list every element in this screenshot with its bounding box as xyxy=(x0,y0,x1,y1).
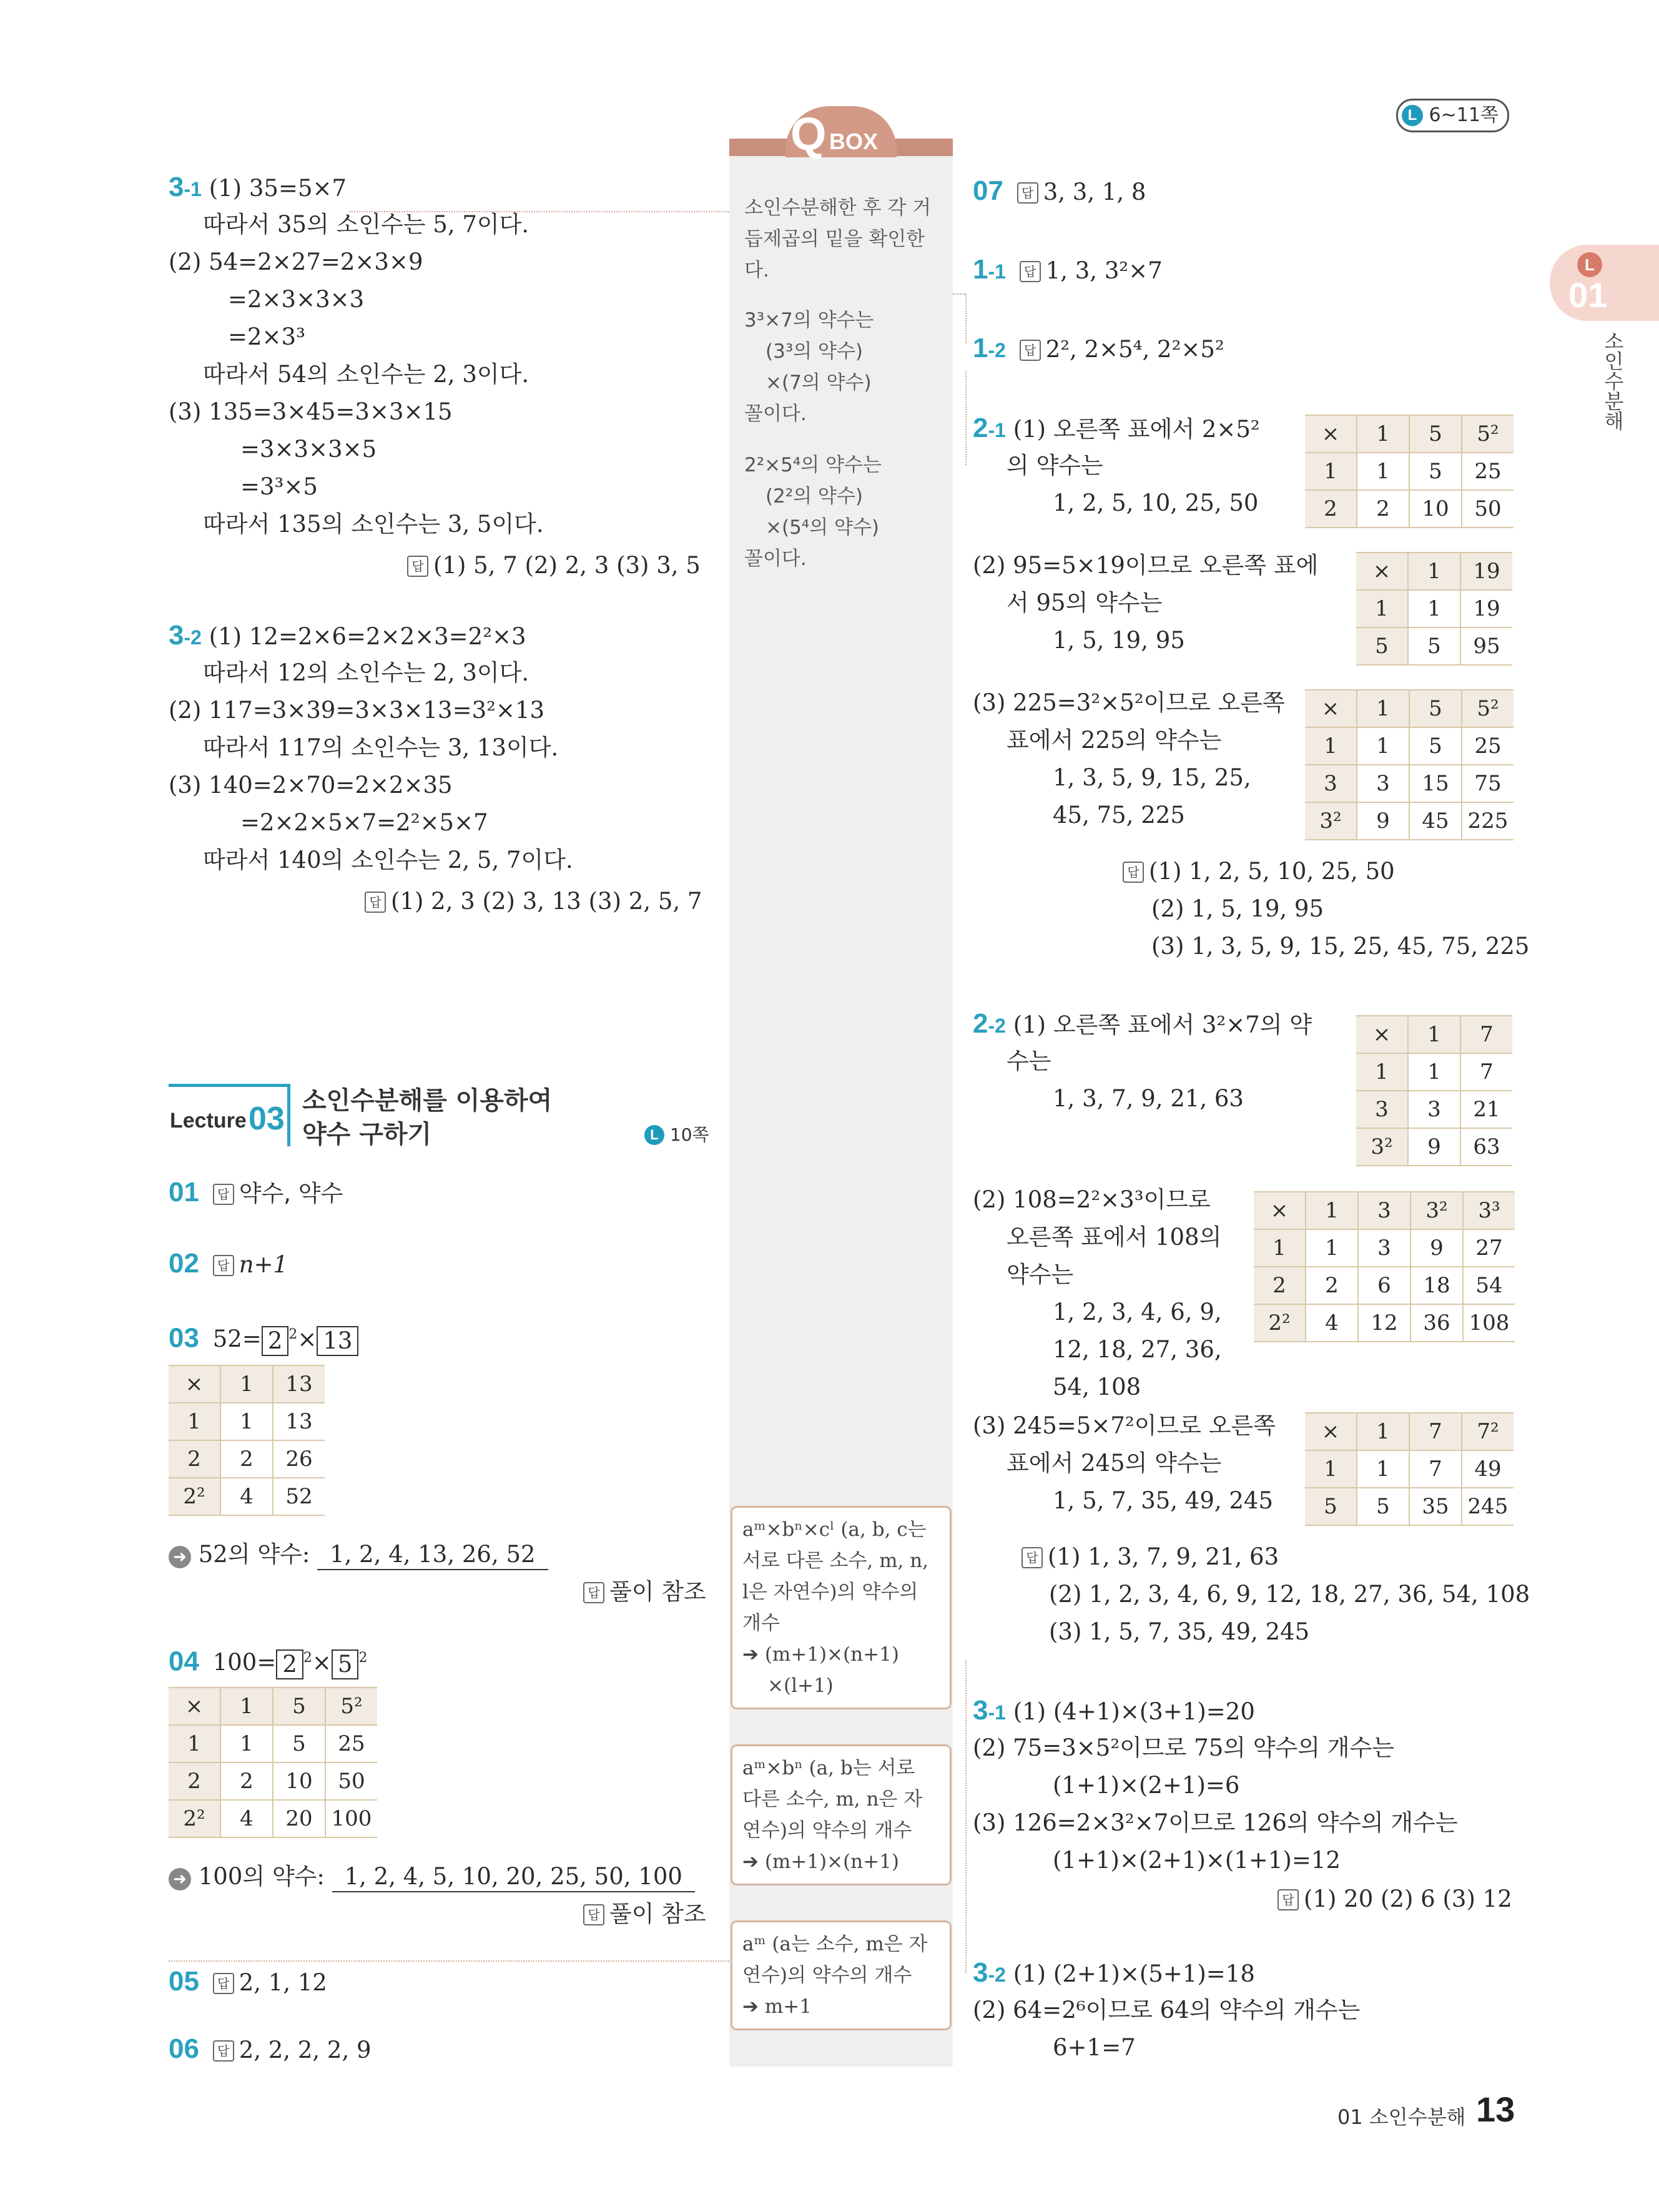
answer-icon: 답 xyxy=(213,1184,234,1205)
divisors-result-100 xyxy=(169,1858,695,1895)
qbox-note-3-line: 꼴이다. xyxy=(744,548,807,570)
solution-line: (2) 117=3×39=3×3×13=3²×13 xyxy=(169,697,545,724)
table-cell: 2² xyxy=(169,1478,220,1515)
divisors-result-52 xyxy=(169,1536,548,1573)
solution-line: (3) 140=2×70=2×2×35 xyxy=(169,772,453,799)
table-cell: 1 xyxy=(169,1403,220,1440)
solution-line: 12, 18, 27, 36, xyxy=(1053,1336,1222,1363)
table-cell: × xyxy=(169,1365,220,1403)
solution-line: =2×2×5×7=2²×5×7 xyxy=(240,809,488,836)
table-cell: 1 xyxy=(1305,727,1357,765)
answer-line: 답 (1) 5, 7 (2) 2, 3 (3) 3, 5 xyxy=(407,547,701,584)
table-cell: 7 xyxy=(1460,1053,1512,1091)
answer-line: 답 (1) 1, 3, 7, 9, 21, 63 xyxy=(1021,1538,1279,1576)
answer-text: 2, 1, 12 xyxy=(239,1969,327,1996)
table-cell: 5 xyxy=(273,1688,325,1725)
solution-line: 오른쪽 표에서 108의 xyxy=(1007,1224,1222,1251)
lecture-ref-icon: L xyxy=(644,1125,664,1145)
qbox-formula-line: aᵐ×bⁿ×cˡ (a, b, c는 xyxy=(742,1518,927,1541)
solution-line: (1) 오른쪽 표에서 3²×7의 약 xyxy=(1013,1011,1312,1038)
table-cell: 1 xyxy=(1305,453,1357,490)
qbox-note-3-line: ×(5⁴의 약수) xyxy=(766,516,880,539)
table-cell: 54 xyxy=(1463,1267,1515,1304)
solution-line: 따라서 12의 소인수는 2, 3이다. xyxy=(203,659,529,686)
lecture-header xyxy=(169,1084,712,1159)
table-cell: 3 xyxy=(1358,1229,1410,1267)
solution-line: 따라서 35의 소인수는 5, 7이다. xyxy=(203,211,529,238)
table-cell: 2 xyxy=(169,1762,220,1800)
table-cell: 26 xyxy=(273,1440,325,1478)
table-cell: 75 xyxy=(1462,765,1514,802)
table-cell: 3² xyxy=(1410,1192,1463,1229)
table-cell: 1 xyxy=(220,1403,273,1440)
solution-line: (2) 95=5×19이므로 오른쪽 표에 xyxy=(973,552,1319,579)
table-cell: 1 xyxy=(1408,1053,1460,1091)
result-label: 100의 약수: xyxy=(198,1863,325,1890)
qbox-note-2-line: 꼴이다. xyxy=(744,403,807,425)
answer-text: 3, 3, 1, 8 xyxy=(1043,179,1146,205)
solution-line: (1) 12=2×6=2×2×3=2²×3 xyxy=(209,623,526,650)
table-cell: 1 xyxy=(1357,1413,1409,1450)
table-cell: 1 xyxy=(1357,415,1409,453)
table-cell: 1 xyxy=(1408,590,1460,627)
question-05 xyxy=(169,1963,327,2002)
table-cell: 5 xyxy=(1357,1488,1409,1525)
qbox-box-text: BOX xyxy=(829,129,879,154)
answer-line: (3) 1, 3, 5, 9, 15, 25, 45, 75, 225 xyxy=(1151,933,1530,960)
table-cell: 3² xyxy=(1305,802,1357,840)
question-01 xyxy=(169,1174,343,1212)
table-cell: 95 xyxy=(1460,627,1512,665)
solution-line: 54, 108 xyxy=(1053,1374,1141,1400)
times-sign: × xyxy=(312,1649,332,1676)
table-cell: × xyxy=(1356,1016,1408,1053)
table-cell: 9 xyxy=(1410,1229,1463,1267)
answer-text: n+1 xyxy=(239,1251,288,1278)
solution-line: 표에서 225의 약수는 xyxy=(1007,727,1222,754)
table-cell: 3 xyxy=(1357,765,1409,802)
qbox-formula-two-primes xyxy=(731,1744,952,1885)
problem-1-1 xyxy=(973,251,1163,290)
see-solution: 답 풀이 참조 xyxy=(583,1573,706,1611)
problem-number: 3-2 xyxy=(973,1957,1006,1988)
table-cell: 1 xyxy=(1254,1229,1306,1267)
table-cell: 5 xyxy=(273,1725,325,1762)
table-cell: 9 xyxy=(1357,802,1409,840)
table-cell: 1 xyxy=(1305,1450,1357,1488)
problem-number: 1-2 xyxy=(973,333,1006,363)
lecture-title-line: 소인수분해를 이용하여 xyxy=(302,1086,553,1115)
divisor-table-245 xyxy=(1305,1412,1514,1526)
lecture-number: 03 xyxy=(249,1101,285,1137)
table-cell: 1 xyxy=(1357,1450,1409,1488)
table-cell: 5² xyxy=(1462,415,1514,453)
answer-line: (3) 1, 5, 7, 35, 49, 245 xyxy=(1049,1618,1310,1645)
page-range-badge xyxy=(1396,99,1509,132)
qbox-formula-line: 개수 xyxy=(742,1612,780,1634)
solution-line: (3) 126=2×3²×7이므로 126의 약수의 개수는 xyxy=(973,1809,1458,1836)
problem-number: 2-1 xyxy=(973,413,1006,443)
answer-text: 1, 3, 3²×7 xyxy=(1045,257,1163,284)
divisor-table-225 xyxy=(1305,689,1514,840)
qbox-formula-line: 서로 다른 소수, m, n, xyxy=(742,1550,929,1572)
table-cell: 45 xyxy=(1409,802,1462,840)
table-cell: 19 xyxy=(1460,590,1512,627)
table-cell: × xyxy=(1305,690,1357,727)
table-cell: 1 xyxy=(1356,590,1408,627)
qbox-note-2-line: 3³×7의 약수는 xyxy=(744,309,874,332)
table-cell: 1 xyxy=(220,1365,273,1403)
table-cell: 4 xyxy=(1306,1304,1358,1342)
table-cell: 2² xyxy=(1254,1304,1306,1342)
qbox-formula-line: 연수)의 약수의 개수 xyxy=(742,1819,912,1842)
table-cell: 2² xyxy=(169,1800,220,1837)
solution-line: 1, 2, 5, 10, 25, 50 xyxy=(1053,489,1259,516)
problem-number: 3-1 xyxy=(169,172,202,202)
times-sign: × xyxy=(297,1325,317,1353)
chapter-number: 01 xyxy=(1568,275,1608,315)
table-cell: 15 xyxy=(1409,765,1462,802)
table-cell: × xyxy=(1254,1192,1306,1229)
table-cell: 1 xyxy=(1357,690,1409,727)
solution-line: (2) 75=3×5²이므로 75의 약수의 개수는 xyxy=(973,1734,1394,1761)
table-cell: 3 xyxy=(1358,1192,1410,1229)
table-cell: 19 xyxy=(1460,553,1512,590)
table-cell: 2 xyxy=(220,1440,273,1478)
blank-box: 2 xyxy=(262,1326,289,1356)
expression: 52= xyxy=(212,1325,262,1353)
qbox-formula-line: 연수)의 약수의 개수 xyxy=(742,1964,912,1987)
question-number: 02 xyxy=(169,1248,199,1279)
solution-line: 1, 3, 5, 9, 15, 25, xyxy=(1053,764,1251,791)
question-07 xyxy=(973,172,1146,211)
table-cell: 36 xyxy=(1410,1304,1463,1342)
problem-3-2 xyxy=(169,617,526,656)
connector-line xyxy=(953,293,965,295)
answer-text: 2, 2, 2, 2, 9 xyxy=(239,2037,372,2063)
table-cell: 9 xyxy=(1408,1128,1460,1166)
answer-icon: 답 xyxy=(213,1973,234,1994)
solution-line: (3) 225=3²×5²이므로 오른쪽 xyxy=(973,689,1285,716)
answer-icon: 답 xyxy=(1277,1889,1299,1910)
qbox-note-2 xyxy=(744,305,943,430)
question-number: 06 xyxy=(169,2033,199,2064)
solution-line: 따라서 140의 소인수는 2, 5, 7이다. xyxy=(203,847,573,873)
answer-line: 답 (1) 2, 3 (2) 3, 13 (3) 2, 5, 7 xyxy=(365,883,702,920)
question-03 xyxy=(169,1316,358,1358)
table-cell: 1 xyxy=(1306,1229,1358,1267)
problem-number: 1-1 xyxy=(973,254,1006,285)
qbox-formula-line: aᵐ×bⁿ (a, b는 서로 xyxy=(742,1757,915,1779)
table-cell: 245 xyxy=(1462,1488,1514,1525)
table-cell: 3³ xyxy=(1463,1192,1515,1229)
qbox-formula-line: 다른 소수, m, n은 자 xyxy=(742,1788,923,1811)
problem-2-2 xyxy=(973,1005,1312,1045)
table-cell: 7² xyxy=(1462,1413,1514,1450)
table-cell: 1 xyxy=(220,1688,273,1725)
table-cell: 3 xyxy=(1356,1091,1408,1128)
solution-line: =2×3×3×3 xyxy=(228,286,365,313)
connector-line xyxy=(965,371,967,465)
exponent: 2 xyxy=(288,1327,298,1342)
table-cell: 6 xyxy=(1358,1267,1410,1304)
solution-line: (2) 64=2⁶이므로 64의 약수의 개수는 xyxy=(973,1997,1361,2023)
table-cell: 5² xyxy=(325,1688,377,1725)
table-cell: 10 xyxy=(1409,490,1462,528)
solution-line: 1, 2, 3, 4, 6, 9, xyxy=(1053,1299,1222,1325)
table-cell: 1 xyxy=(1306,1192,1358,1229)
table-cell: 2 xyxy=(169,1440,220,1478)
answer-text: 약수, 약수 xyxy=(239,1180,343,1207)
exponent: 2 xyxy=(358,1650,368,1666)
solution-line: 따라서 54의 소인수는 2, 3이다. xyxy=(203,361,529,388)
lecture-title xyxy=(302,1084,552,1151)
question-number: 01 xyxy=(169,1177,199,1207)
divisor-table-2x5sq xyxy=(1305,415,1514,528)
qbox-formula-line: aᵐ (a는 소수, m은 자 xyxy=(742,1933,928,1955)
divisor-table-3sqx7 xyxy=(1356,1015,1512,1166)
table-cell: 2 xyxy=(1254,1267,1306,1304)
answer-icon: 답 xyxy=(583,1904,604,1925)
qbox-formula-line: l은 자연수)의 약수의 xyxy=(742,1581,918,1603)
table-cell: 7 xyxy=(1409,1413,1462,1450)
solution-line: =3×3×3×5 xyxy=(240,436,377,463)
problem-number: 2-2 xyxy=(973,1008,1006,1039)
table-cell: 1 xyxy=(1357,453,1409,490)
question-04 xyxy=(169,1639,367,1681)
qbox-note-3-line: 2²×5⁴의 약수는 xyxy=(744,454,882,476)
table-cell: 1 xyxy=(169,1725,220,1762)
problem-3-2-count xyxy=(973,1954,1255,1993)
table-cell: 21 xyxy=(1460,1091,1512,1128)
qbox-note-3-line: (2²의 약수) xyxy=(766,485,864,508)
blank-box: 5 xyxy=(332,1649,359,1679)
table-cell: 12 xyxy=(1358,1304,1410,1342)
solution-line: 1, 3, 7, 9, 21, 63 xyxy=(1053,1085,1244,1112)
answer-text: 2², 2×5⁴, 2²×5² xyxy=(1045,336,1224,363)
qbox-formula-line: ➔ (m+1)×(n+1) xyxy=(742,1851,899,1873)
table-cell: 5 xyxy=(1305,1488,1357,1525)
lecture-title-line: 약수 구하기 xyxy=(302,1120,432,1149)
table-cell: 5 xyxy=(1409,727,1462,765)
answer-line: 답 (1) 20 (2) 6 (3) 12 xyxy=(1277,1880,1512,1918)
question-number: 04 xyxy=(169,1646,199,1677)
table-cell: 10 xyxy=(273,1762,325,1800)
solution-line: 1, 5, 7, 35, 49, 245 xyxy=(1053,1487,1274,1514)
table-cell: 108 xyxy=(1463,1304,1515,1342)
table-cell: 25 xyxy=(1462,453,1514,490)
table-cell: 1 xyxy=(220,1725,273,1762)
connector-line xyxy=(965,293,967,343)
table-cell: 1 xyxy=(1356,1053,1408,1091)
page-range-text: 6~11쪽 xyxy=(1429,104,1499,126)
result-value: 1, 2, 4, 13, 26, 52 xyxy=(317,1540,548,1570)
table-cell: 5² xyxy=(1462,690,1514,727)
page-number: 13 xyxy=(1476,2090,1515,2129)
qbox-note-3 xyxy=(744,450,943,574)
answer-icon: 답 xyxy=(1021,1547,1043,1568)
table-cell: 50 xyxy=(325,1762,377,1800)
answer-icon: 답 xyxy=(213,2040,234,2062)
table-cell: 50 xyxy=(1462,490,1514,528)
expression: 100= xyxy=(212,1649,277,1676)
qbox-formula-line: ➔ m+1 xyxy=(742,1995,812,2018)
solution-line: (1+1)×(2+1)=6 xyxy=(1053,1772,1240,1799)
question-02 xyxy=(169,1245,288,1284)
table-cell: 5 xyxy=(1356,627,1408,665)
table-cell: 52 xyxy=(273,1478,325,1515)
problem-1-2 xyxy=(973,330,1224,369)
table-cell: × xyxy=(1305,1413,1357,1450)
answer-icon: 답 xyxy=(407,556,428,577)
answer-icon: 답 xyxy=(1017,182,1038,204)
result-label: 52의 약수: xyxy=(198,1541,310,1568)
table-cell: 1 xyxy=(1408,553,1460,590)
table-cell: 2 xyxy=(220,1762,273,1800)
see-solution: 답 풀이 참조 xyxy=(583,1895,706,1933)
table-cell: 1 xyxy=(1408,1016,1460,1053)
solution-line: (3) 135=3×45=3×3×15 xyxy=(169,398,453,425)
connector-line xyxy=(965,1661,967,1973)
table-cell: 3 xyxy=(1305,765,1357,802)
divisor-table-108 xyxy=(1254,1191,1515,1342)
solution-line: (3) 245=5×7²이므로 오른쪽 xyxy=(973,1412,1276,1439)
table-cell: 7 xyxy=(1409,1450,1462,1488)
table-cell: × xyxy=(1305,415,1357,453)
answer-icon: 답 xyxy=(213,1255,234,1276)
table-cell: 18 xyxy=(1410,1267,1463,1304)
problem-2-1 xyxy=(973,410,1260,449)
answer-line: (2) 1, 5, 19, 95 xyxy=(1151,895,1324,922)
chapter-tab-icon: L xyxy=(1577,252,1602,277)
table-cell: 63 xyxy=(1460,1128,1512,1166)
answer-line: 답 (1) 1, 2, 5, 10, 25, 50 xyxy=(1123,853,1395,890)
table-cell: 25 xyxy=(325,1725,377,1762)
solution-line: 서 95의 약수는 xyxy=(1007,589,1163,616)
table-cell: 2 xyxy=(1357,490,1409,528)
solution-line: =3³×5 xyxy=(240,473,318,500)
table-cell: 13 xyxy=(273,1403,325,1440)
table-cell: 49 xyxy=(1462,1450,1514,1488)
table-cell: 5 xyxy=(1408,627,1460,665)
table-cell: 20 xyxy=(273,1800,325,1837)
divisor-table-95 xyxy=(1356,552,1512,666)
arrow-circle-icon: ➜ xyxy=(169,1868,191,1890)
table-cell: 100 xyxy=(325,1800,377,1837)
lecture-page-ref: L 10쪽 xyxy=(644,1121,709,1146)
answer-icon: 답 xyxy=(1123,862,1144,883)
solution-line: (2) 108=2²×3³이므로 xyxy=(973,1186,1211,1213)
table-cell: 13 xyxy=(273,1365,325,1403)
solution-line: 따라서 135의 소인수는 3, 5이다. xyxy=(203,511,544,538)
blank-box: 13 xyxy=(317,1326,358,1356)
question-06 xyxy=(169,2030,372,2069)
qbox-formula-line: ×(l+1) xyxy=(767,1674,834,1697)
exponent: 2 xyxy=(303,1650,312,1666)
lecture-icon: L xyxy=(1402,105,1423,126)
connector-line xyxy=(169,1960,729,1962)
table-cell: 3² xyxy=(1356,1128,1408,1166)
table-cell: 35 xyxy=(1409,1488,1462,1525)
chapter-side-tab xyxy=(1550,245,1659,321)
question-number: 05 xyxy=(169,1966,199,1997)
qbox-formula-one-prime xyxy=(731,1920,952,2030)
solution-line: (1) 35=5×7 xyxy=(209,175,347,202)
chapter-vertical-title: 소인수분해 xyxy=(1601,331,1625,431)
solution-line: 45, 75, 225 xyxy=(1053,802,1185,828)
table-cell: 4 xyxy=(220,1478,273,1515)
solution-line: 1, 5, 19, 95 xyxy=(1053,627,1185,654)
problem-3-1 xyxy=(169,169,347,208)
qbox-q-letter: Q xyxy=(790,108,827,160)
solution-line: 의 약수는 xyxy=(1007,452,1103,479)
answer-icon: 답 xyxy=(583,1582,604,1603)
lecture-label: Lecture xyxy=(170,1109,247,1133)
footer-chapter: 01 소인수분해 xyxy=(1337,2105,1466,2129)
table-cell: 2 xyxy=(1305,490,1357,528)
solution-line: (1) (2+1)×(5+1)=18 xyxy=(1013,1960,1255,1987)
table-cell: 1 xyxy=(1357,727,1409,765)
problem-number: 3-1 xyxy=(973,1695,1006,1726)
question-number: 07 xyxy=(973,175,1003,206)
qbox-formula-line: ➔ (m+1)×(n+1) xyxy=(742,1643,899,1666)
solution-line: (1) 오른쪽 표에서 2×5² xyxy=(1013,416,1260,443)
answer-icon: 답 xyxy=(1020,340,1041,361)
table-cell: 3 xyxy=(1408,1091,1460,1128)
problem-3-1-count xyxy=(973,1692,1255,1731)
qbox-note-1: 소인수분해한 후 각 거듭제곱의 밑을 확인한다. xyxy=(744,197,932,282)
table-cell: 5 xyxy=(1409,453,1462,490)
qbox-header xyxy=(729,106,953,159)
qbox-formula-three-primes xyxy=(731,1506,952,1709)
table-cell: 5 xyxy=(1409,415,1462,453)
table-cell: 225 xyxy=(1462,802,1514,840)
answer-line: (2) 1, 2, 3, 4, 6, 9, 12, 18, 27, 36, 54, 108 xyxy=(1049,1581,1530,1608)
solution-line: 따라서 117의 소인수는 3, 13이다. xyxy=(203,734,559,761)
solution-line: (1+1)×(2+1)×(1+1)=12 xyxy=(1053,1847,1341,1874)
divisor-table-52 xyxy=(169,1365,325,1516)
question-number: 03 xyxy=(169,1322,199,1354)
table-cell: 25 xyxy=(1462,727,1514,765)
table-cell: 4 xyxy=(220,1800,273,1837)
solution-line: =2×3³ xyxy=(228,323,305,350)
solution-line: (2) 54=2×27=2×3×9 xyxy=(169,248,423,275)
solution-line: (1) (4+1)×(3+1)=20 xyxy=(1013,1698,1255,1725)
qbox-note-2-line: (3³의 약수) xyxy=(766,340,864,363)
table-cell: 7 xyxy=(1460,1016,1512,1053)
divisor-table-100 xyxy=(169,1687,377,1838)
arrow-circle-icon: ➜ xyxy=(169,1546,191,1568)
solution-line: 약수는 xyxy=(1007,1261,1074,1288)
table-cell: 27 xyxy=(1463,1229,1515,1267)
table-cell: × xyxy=(169,1688,220,1725)
result-value: 1, 2, 4, 5, 10, 20, 25, 50, 100 xyxy=(332,1862,695,1892)
table-cell: 5 xyxy=(1409,690,1462,727)
solution-line: 표에서 245의 약수는 xyxy=(1007,1450,1222,1477)
problem-number: 3-2 xyxy=(169,620,202,651)
answer-icon: 답 xyxy=(365,892,386,913)
blank-box: 2 xyxy=(276,1649,303,1679)
qbox-note-2-line: ×(7의 약수) xyxy=(766,371,872,394)
answer-icon: 답 xyxy=(1020,261,1041,282)
solution-line: 6+1=7 xyxy=(1053,2034,1136,2061)
solution-line: 수는 xyxy=(1007,1048,1051,1074)
table-cell: × xyxy=(1356,553,1408,590)
table-cell: 2 xyxy=(1306,1267,1358,1304)
